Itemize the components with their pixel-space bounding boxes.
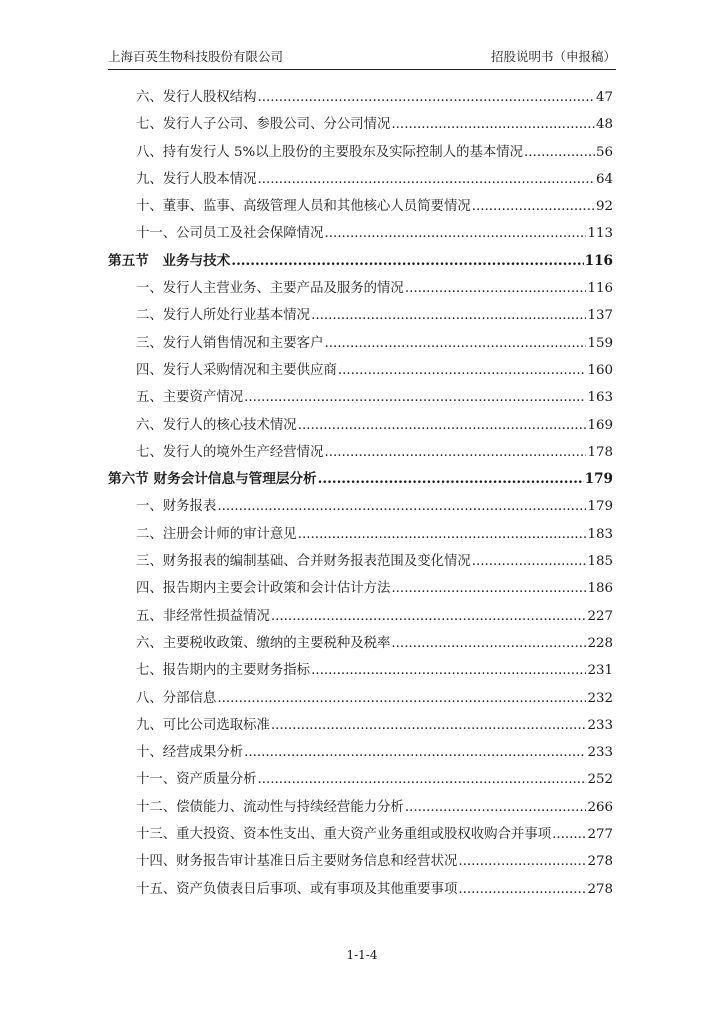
document-title: 招股说明书（申报稿） [490, 49, 616, 64]
toc-leader-dots [231, 248, 583, 275]
toc-entry-page: 186 [587, 581, 613, 597]
toc-entry-title: 七、发行人的境外生产经营情况 [136, 444, 324, 460]
toc-entry[interactable] [108, 794, 613, 821]
toc-entry-page: 113 [587, 226, 613, 242]
toc-entry-title: 七、报告期内的主要财务指标 [136, 663, 311, 679]
toc-entry[interactable] [108, 439, 613, 466]
toc-entry[interactable] [108, 493, 613, 520]
toc-leader-dots [458, 848, 586, 875]
toc-leader-dots [324, 330, 586, 357]
toc-entry-page: 179 [587, 499, 613, 515]
toc-entry-title: 三、财务报表的编制基础、合并财务报表范围及变化情况 [136, 554, 471, 570]
toc-entry-title: 五、非经常性损益情况 [136, 608, 270, 624]
toc-entry-title: 十四、财务报告审计基准日后主要财务信息和经营状况 [136, 854, 458, 870]
toc-section-entry[interactable] [108, 248, 613, 275]
toc-section-entry[interactable] [108, 466, 613, 493]
toc-entry-title: 十一、资产质量分析 [136, 772, 257, 788]
toc-entry-title: 十、董事、监事、高级管理人员和其他核心人员简要情况 [136, 199, 471, 215]
toc-entry-title: 八、持有发行人 5%以上股份的主要股东及实际控制人的基本情况 [136, 144, 524, 160]
toc-entry[interactable] [108, 384, 613, 411]
toc-leader-dots [391, 575, 586, 602]
toc-entry-page: 233 [587, 745, 613, 761]
toc-entry[interactable] [108, 193, 613, 220]
toc-entry-page: 228 [587, 635, 613, 651]
page-footer [0, 948, 724, 962]
toc-entry[interactable] [108, 330, 613, 357]
toc-entry[interactable] [108, 739, 613, 766]
toc-entry[interactable] [108, 302, 613, 329]
toc-leader-dots [338, 357, 587, 384]
toc-leader-dots [324, 220, 586, 247]
toc-leader-dots [217, 493, 586, 520]
toc-leader-dots [405, 794, 587, 821]
toc-leader-dots [391, 111, 595, 138]
toc-entry-title: 十、经营成果分析 [136, 745, 244, 761]
page-number: 1-1-4 [346, 948, 378, 962]
toc-entry[interactable] [108, 412, 613, 439]
toc-leader-dots [244, 384, 586, 411]
toc-entry-title: 十五、资产负债表日后事项、或有事项及其他重要事项 [136, 881, 458, 897]
toc-leader-dots [458, 876, 586, 903]
toc-leader-dots [258, 166, 595, 193]
toc-entry-title: 十三、重大投资、资本性支出、重大资产业务重组或股权收购合并事项 [136, 827, 552, 843]
toc-leader-dots [552, 821, 586, 848]
toc-entry-page: 178 [587, 444, 613, 460]
toc-entry-title: 六、发行人的核心技术情况 [136, 417, 297, 433]
page-header [108, 48, 616, 70]
toc-entry[interactable] [108, 220, 613, 247]
toc-entry[interactable] [108, 139, 613, 166]
toc-entry[interactable] [108, 712, 613, 739]
toc-entry-title: 三、发行人销售情况和主要客户 [136, 335, 324, 351]
toc-entry-page: 56 [595, 144, 613, 160]
toc-leader-dots [318, 466, 584, 493]
toc-entry-title: 九、可比公司选取标准 [136, 717, 270, 733]
toc-entry-page: 92 [595, 199, 613, 215]
toc-leader-dots [524, 139, 595, 166]
toc-entry[interactable] [108, 548, 613, 575]
toc-entry-page: 278 [587, 854, 613, 870]
toc-entry-page: 183 [587, 526, 613, 542]
toc-entry-title: 一、财务报表 [136, 499, 217, 515]
toc-entry[interactable] [108, 685, 613, 712]
toc-entry-page: 231 [587, 663, 613, 679]
toc-entry-page: 116 [584, 252, 613, 269]
toc-leader-dots [217, 685, 586, 712]
toc-entry-title: 十一、公司员工及社会保障情况 [136, 226, 324, 242]
toc-leader-dots [258, 84, 595, 111]
toc-leader-dots [298, 412, 587, 439]
toc-entry-page: 116 [587, 281, 613, 297]
toc-leader-dots [391, 630, 586, 657]
toc-entry[interactable] [108, 575, 613, 602]
toc-entry-page: 47 [595, 90, 613, 105]
toc-entry[interactable] [108, 166, 613, 193]
toc-entry-page: 233 [587, 717, 613, 733]
toc-leader-dots [311, 657, 586, 684]
toc-entry-page: 227 [587, 608, 613, 624]
toc-leader-dots [244, 739, 586, 766]
toc-entry-page: 159 [587, 335, 613, 351]
toc-entry[interactable] [108, 521, 613, 548]
toc-entry-page: 179 [584, 471, 613, 488]
toc-entry-title: 四、报告期内主要会计政策和会计估计方法 [136, 581, 391, 597]
toc-leader-dots [271, 712, 587, 739]
toc-entry-page: 277 [587, 827, 613, 843]
toc-leader-dots [405, 275, 587, 302]
toc-leader-dots [472, 548, 587, 575]
toc-entry-title: 二、注册会计师的审计意见 [136, 526, 297, 542]
toc-entry-page: 232 [587, 690, 613, 706]
toc-entry-title: 七、发行人子公司、参股公司、分公司情况 [136, 117, 391, 133]
toc-entry-title: 十二、偿债能力、流动性与持续经营能力分析 [136, 799, 404, 815]
toc-leader-dots [324, 439, 586, 466]
toc-entry-page: 169 [587, 417, 613, 433]
toc-entry[interactable] [108, 876, 613, 903]
toc-entry[interactable] [108, 84, 613, 111]
toc-entry-title: 第六节 财务会计信息与管理层分析 [108, 471, 317, 488]
toc-entry-title: 九、发行人股本情况 [136, 171, 257, 187]
toc-entry-page: 185 [587, 554, 613, 570]
toc-entry-page: 137 [587, 308, 613, 324]
toc-entry-title: 二、发行人所处行业基本情况 [136, 308, 311, 324]
toc-entry-page: 163 [587, 390, 613, 406]
toc-entry-page: 64 [595, 171, 613, 187]
toc-entry[interactable] [108, 111, 613, 138]
toc-entry-page: 278 [587, 881, 613, 897]
toc-entry-title: 五、主要资产情况 [136, 390, 244, 406]
toc-entry-title: 第五节 业务与技术 [108, 252, 231, 269]
toc-entry[interactable] [108, 848, 613, 875]
toc-leader-dots [271, 603, 587, 630]
toc-entry[interactable] [108, 766, 613, 793]
toc-entry-page: 266 [587, 799, 613, 815]
toc-entry-title: 八、分部信息 [136, 690, 217, 706]
toc-leader-dots [311, 302, 586, 329]
toc-entry[interactable] [108, 657, 613, 684]
toc-entry-page: 252 [587, 772, 613, 788]
toc-entry[interactable] [108, 821, 613, 848]
toc-entry-title: 六、主要税收政策、缴纳的主要税种及税率 [136, 635, 391, 651]
table-of-contents [108, 84, 613, 903]
toc-entry[interactable] [108, 357, 613, 384]
toc-entry-title: 四、发行人采购情况和主要供应商 [136, 362, 337, 378]
toc-entry-title: 一、发行人主营业务、主要产品及服务的情况 [136, 281, 404, 297]
toc-entry-page: 160 [587, 362, 613, 378]
toc-entry[interactable] [108, 275, 613, 302]
toc-leader-dots [298, 521, 587, 548]
toc-leader-dots [258, 766, 587, 793]
toc-entry[interactable] [108, 630, 613, 657]
company-name: 上海百英生物科技股份有限公司 [108, 49, 284, 64]
toc-leader-dots [472, 193, 595, 220]
toc-entry-page: 48 [595, 117, 613, 133]
toc-entry-title: 六、发行人股权结构 [136, 90, 257, 105]
toc-entry[interactable] [108, 603, 613, 630]
